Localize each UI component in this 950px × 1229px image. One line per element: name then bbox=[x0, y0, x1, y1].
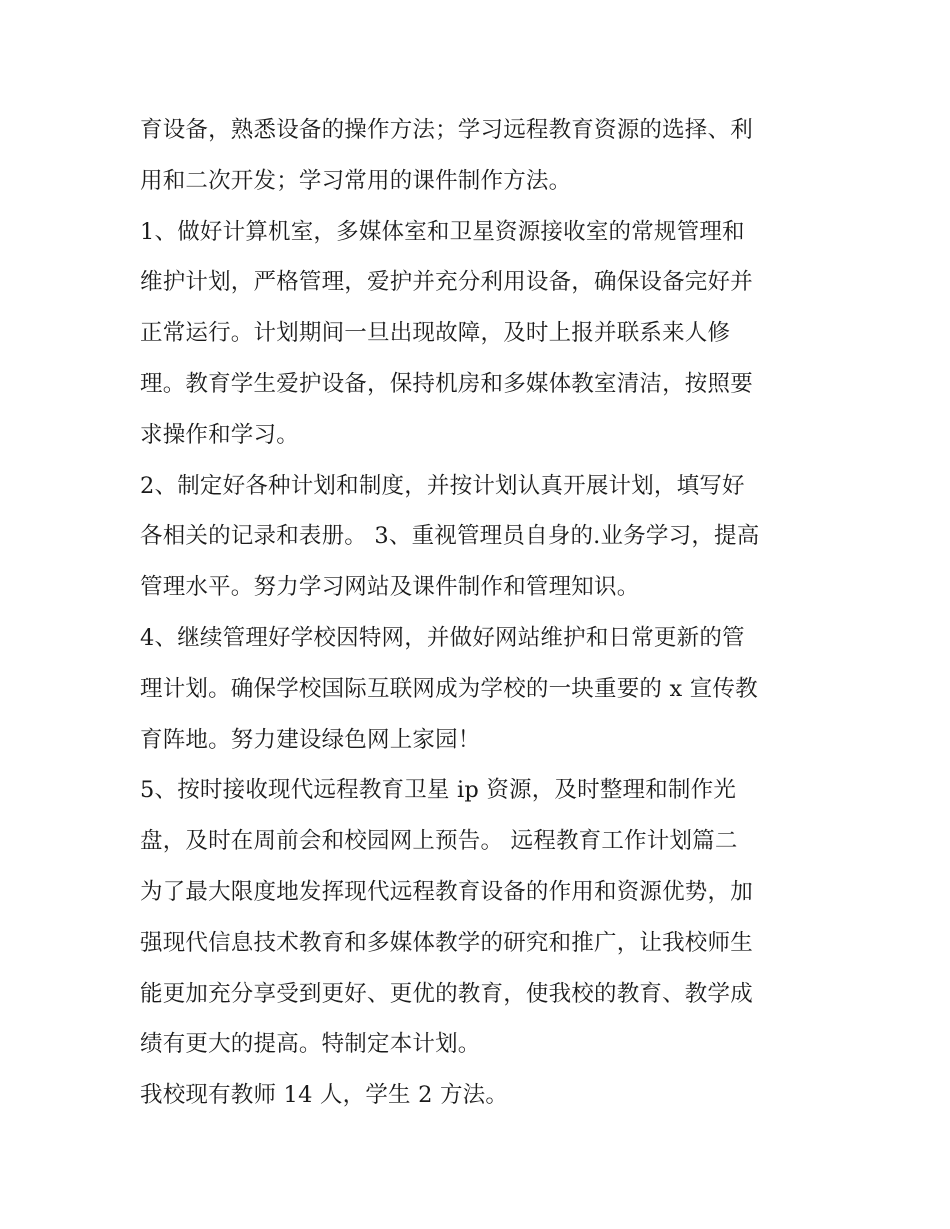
text-line: 我校现有教师 14 人，学生 2 方法。 bbox=[140, 1082, 509, 1109]
text-line: 4、继续管理好学校因特网，并做好网站维护和日常更新的管 bbox=[140, 624, 745, 651]
text-line: 绩有更大的提高。特制定本计划。 bbox=[140, 1031, 481, 1058]
text-line: 强现代信息技术教育和多媒体教学的研究和推广，让我校师生 bbox=[140, 929, 753, 956]
text-line: 用和二次开发；学习常用的课件制作方法。 bbox=[140, 167, 572, 194]
text-line: 育阵地。努力建设绿色网上家园！ bbox=[140, 726, 481, 753]
text-line: 1、做好计算机室，多媒体室和卫星资源接收室的常规管理和 bbox=[140, 218, 745, 245]
text-line: 理。教育学生爱护设备，保持机房和多媒体教室清洁，按照要 bbox=[140, 370, 753, 397]
text-line: 求操作和学习。 bbox=[140, 421, 299, 448]
text-line: 维护计划，严格管理，爱护并充分利用设备，确保设备完好并 bbox=[140, 269, 753, 296]
text-line: 各相关的记录和表册。 3、重视管理员自身的.业务学习，提高 bbox=[140, 523, 760, 550]
text-line: 为了最大限度地发挥现代远程教育设备的作用和资源优势，加 bbox=[140, 878, 753, 905]
text-line: 管理水平。努力学习网站及课件制作和管理知识。 bbox=[140, 574, 640, 601]
text-line: 正常运行。计划期间一旦出现故障，及时上报并联系来人修 bbox=[140, 320, 731, 347]
text-line: 能更加充分享受到更好、更优的教育，使我校的教育、教学成 bbox=[140, 980, 753, 1007]
text-line: 育设备，熟悉设备的操作方法；学习远程教育资源的选择、利 bbox=[140, 117, 753, 143]
document-body bbox=[140, 105, 820, 1121]
text-line: 5、按时接收现代远程教育卫星 ip 资源，及时整理和制作光 bbox=[140, 777, 737, 804]
text-line: 2、制定好各种计划和制度，并按计划认真开展计划，填写好 bbox=[140, 472, 745, 499]
text-line: 盘，及时在周前会和校园网上预告。 远程教育工作计划篇二 bbox=[140, 828, 738, 855]
text-line: 理计划。确保学校国际互联网成为学校的一块重要的 x 宣传教 bbox=[140, 675, 758, 702]
